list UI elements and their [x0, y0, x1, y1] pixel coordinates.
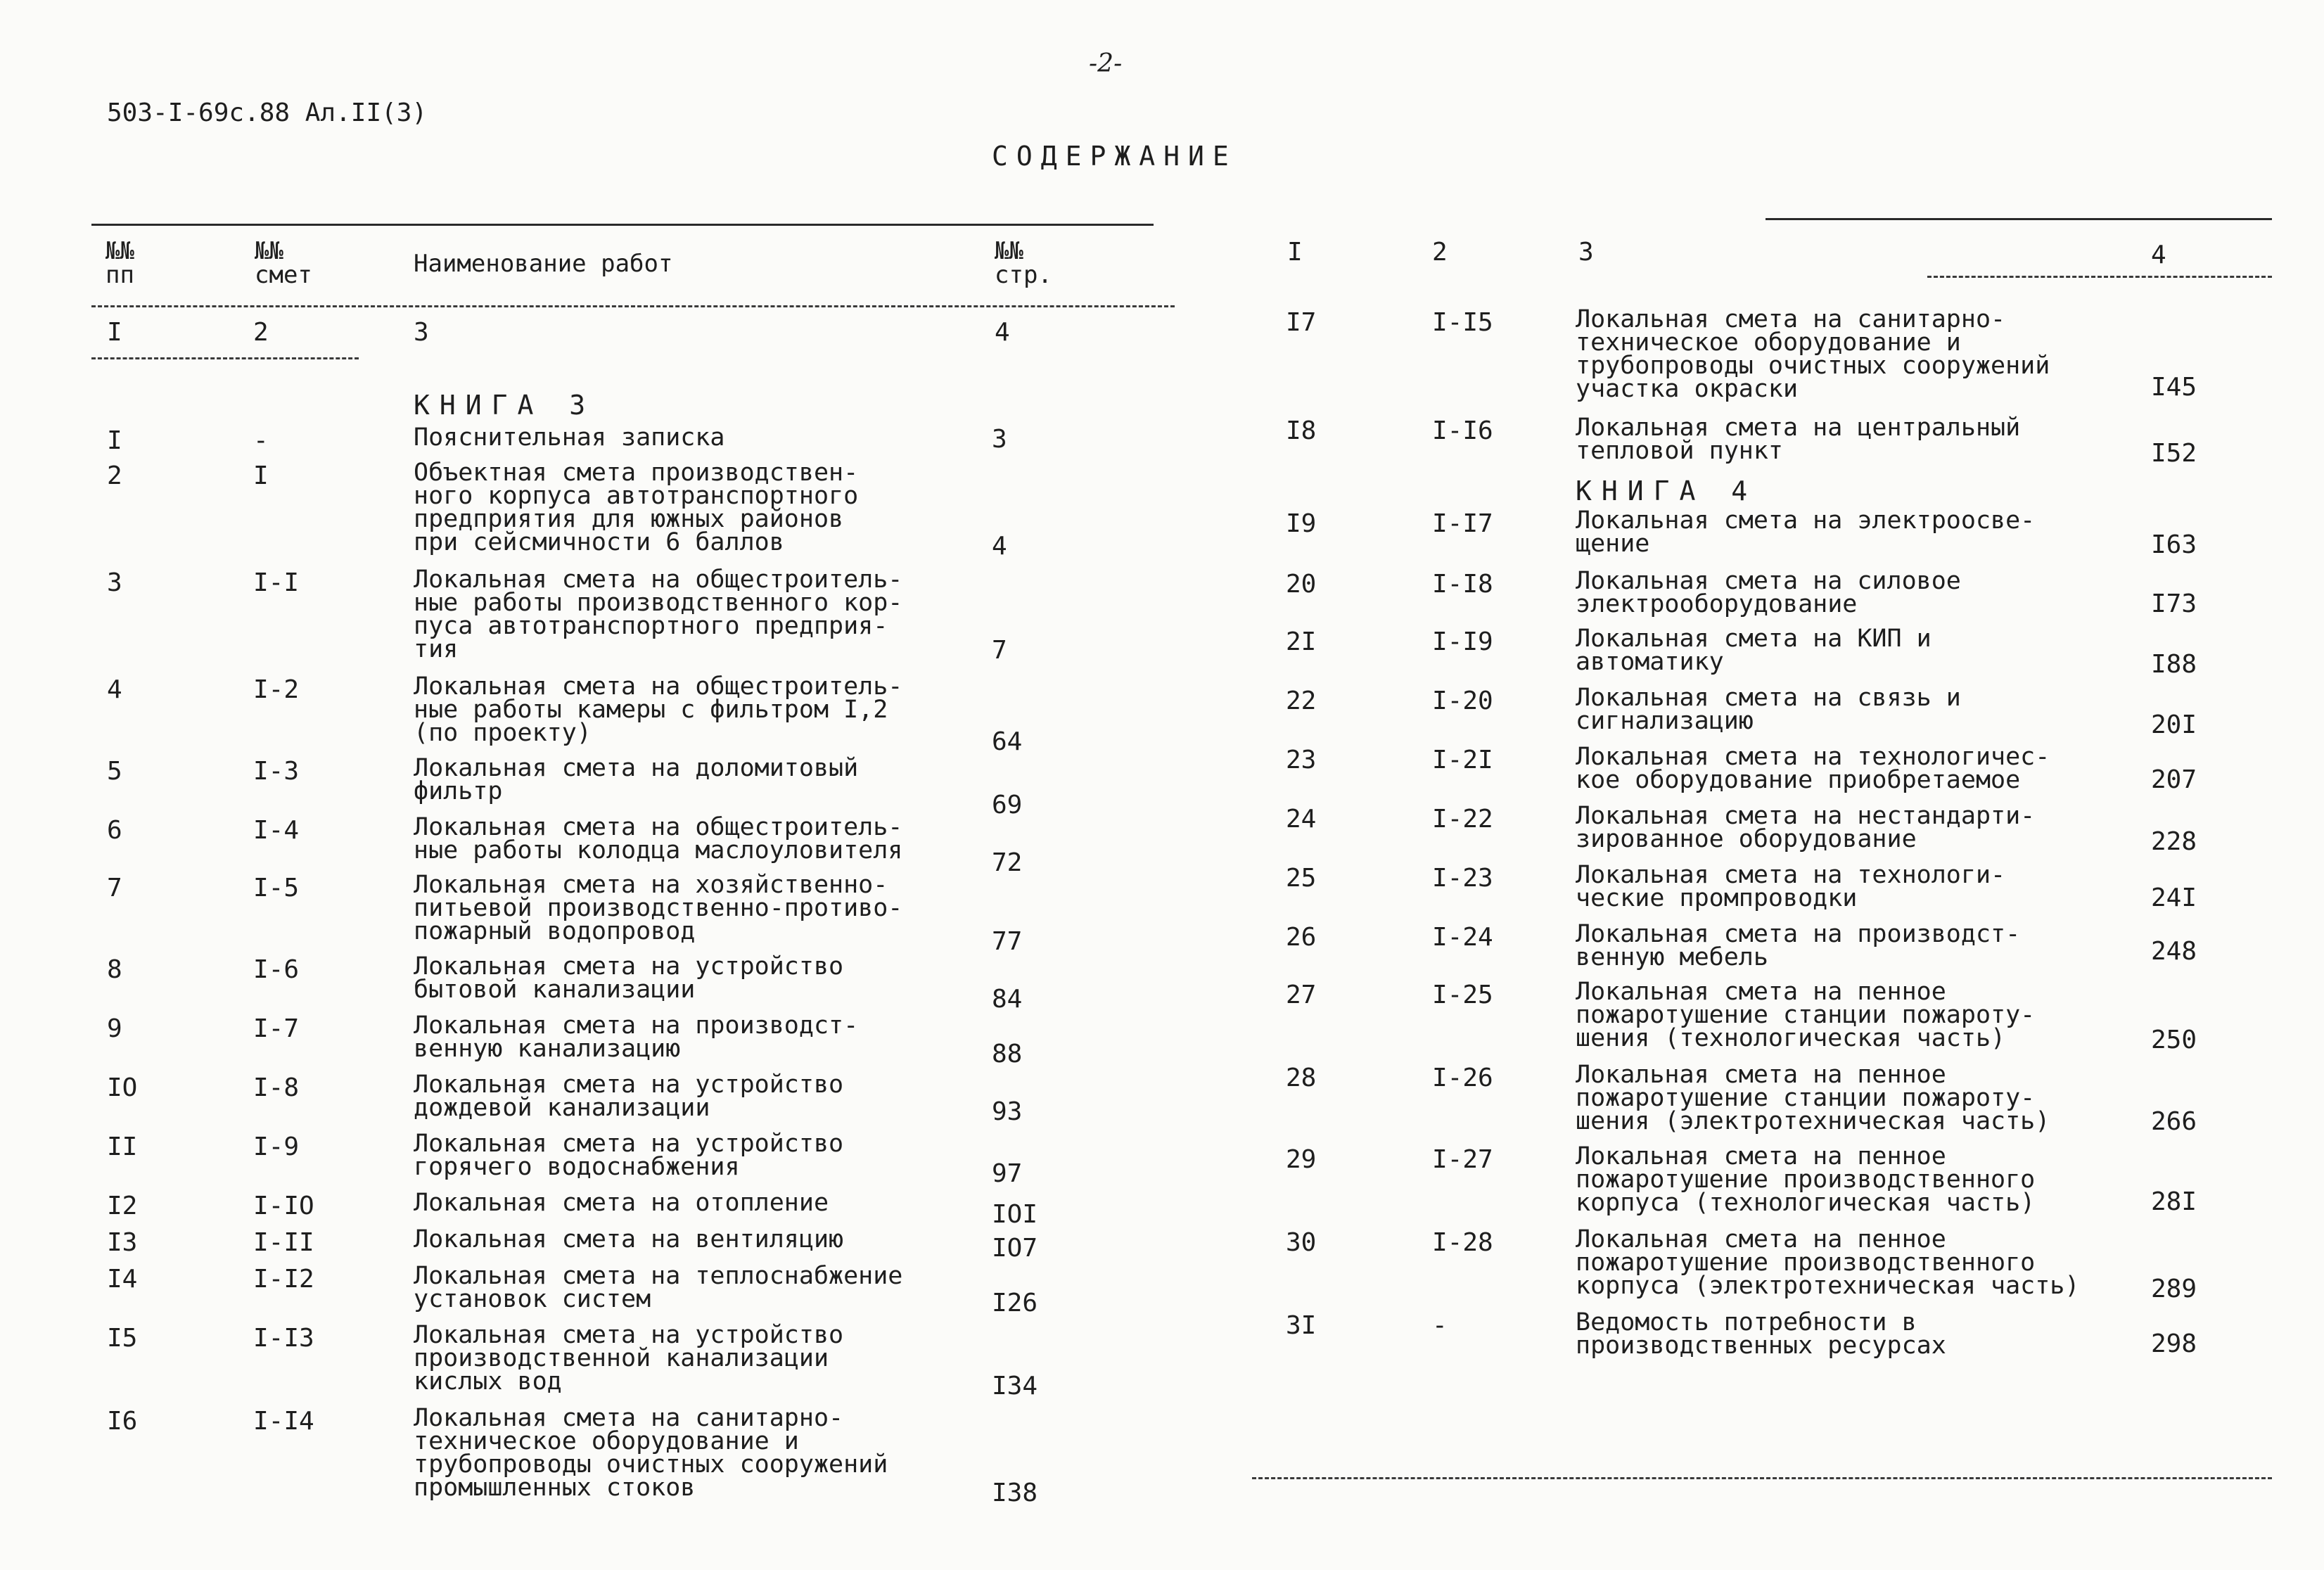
- right-row-estimate-number: I-2I: [1432, 746, 1493, 774]
- left-row-work-name: Локальная смета на доломитовый фильтр: [414, 754, 859, 805]
- right-row-page-number: 298: [2151, 1329, 2197, 1358]
- left-row-page-number: 3: [992, 425, 1007, 454]
- left-row-page-number: I34: [992, 1372, 1038, 1400]
- left-row-work-name: Объектная смета производствен- ного корпуса автотранспортного предприятия для южных районов при сейсмичности 6 баллов: [414, 459, 859, 556]
- right-row-estimate-number: I-27: [1432, 1145, 1493, 1174]
- left-row-estimate-number: I-IO: [253, 1192, 314, 1220]
- right-row-estimate-number: I-24: [1432, 923, 1493, 952]
- page-title: СОДЕРЖАНИЕ: [992, 141, 1237, 172]
- left-row-row-number: 4: [107, 675, 122, 704]
- left-row-estimate-number: I-II: [253, 1228, 314, 1257]
- left-row-row-number: I: [107, 426, 122, 455]
- left-row-row-number: 6: [107, 816, 122, 845]
- right-colnum-1: I: [1287, 238, 1303, 267]
- left-row-estimate-number: I-7: [253, 1014, 300, 1043]
- right-row-row-number: 29: [1286, 1145, 1317, 1174]
- right-row-estimate-number: I-20: [1432, 687, 1493, 715]
- right-row-work-name: Локальная смета на санитарно- техническое оборудование и трубопроводы очистных сооружений участка окраски: [1576, 305, 2050, 403]
- left-row-page-number: I38: [992, 1479, 1038, 1507]
- left-row-estimate-number: I-4: [253, 816, 300, 845]
- right-row-row-number: I8: [1286, 416, 1317, 445]
- left-row-work-name: Локальная смета на санитарно- техническое оборудование и трубопроводы очистных сооружений промышленных стоков: [414, 1404, 888, 1502]
- right-row-row-number: 30: [1286, 1228, 1317, 1257]
- right-row-page-number: 28I: [2151, 1187, 2197, 1216]
- right-row-row-number: 20: [1286, 570, 1317, 599]
- left-row-work-name: Локальная смета на общестроитель- ные работы камеры с фильтром I,2 (по проекту): [414, 672, 903, 747]
- left-row-row-number: IO: [107, 1073, 138, 1102]
- right-row-estimate-number: I-I8: [1432, 570, 1493, 599]
- right-row-work-name: Локальная смета на производст- венную мебель: [1576, 920, 2021, 971]
- right-row-page-number: I63: [2151, 530, 2197, 559]
- book-3-heading: КНИГА 3: [414, 390, 596, 421]
- right-colnum-3: 3: [1578, 238, 1594, 267]
- right-row-estimate-number: I-26: [1432, 1064, 1493, 1092]
- left-row-row-number: II: [107, 1132, 138, 1161]
- right-colnum-2: 2: [1432, 238, 1448, 267]
- left-row-page-number: 7: [992, 636, 1007, 665]
- left-row-estimate-number: I-2: [253, 675, 300, 704]
- left-row-row-number: I6: [107, 1407, 138, 1436]
- right-row-page-number: 20I: [2151, 710, 2197, 739]
- right-row-work-name: Локальная смета на силовое электрооборудование: [1576, 567, 1961, 618]
- right-row-work-name: Локальная смета на центральный тепловой пункт: [1576, 414, 2021, 465]
- right-row-page-number: 24I: [2151, 883, 2197, 912]
- right-row-row-number: 25: [1286, 864, 1317, 893]
- right-row-page-number: I52: [2151, 439, 2197, 468]
- page-number: -2-: [1089, 49, 1123, 78]
- left-row-row-number: 9: [107, 1014, 122, 1043]
- left-row-row-number: I3: [107, 1228, 138, 1257]
- right-row-page-number: 250: [2151, 1026, 2197, 1054]
- left-row-page-number: 72: [992, 848, 1023, 877]
- left-row-page-number: IO7: [992, 1234, 1038, 1263]
- right-row-estimate-number: I-I5: [1432, 308, 1493, 337]
- left-row-work-name: Локальная смета на устройство горячего водоснабжения: [414, 1130, 844, 1181]
- left-row-row-number: 3: [107, 568, 122, 597]
- left-row-page-number: 77: [992, 927, 1023, 956]
- right-row-estimate-number: I-23: [1432, 864, 1493, 893]
- left-row-work-name: Локальная смета на производст- венную канализацию: [414, 1011, 859, 1063]
- left-row-work-name: Локальная смета на устройство бытовой канализации: [414, 952, 844, 1004]
- left-row-estimate-number: I-I4: [253, 1407, 314, 1436]
- document-code: 503-I-69с.88 Ал.II(3): [107, 98, 428, 127]
- left-row-row-number: I2: [107, 1192, 138, 1220]
- right-row-work-name: Локальная смета на нестандарти- зированное оборудование: [1576, 802, 2036, 853]
- right-row-work-name: Локальная смета на электроосве- щение: [1576, 506, 2036, 558]
- left-colnum-2: 2: [253, 318, 269, 347]
- left-row-estimate-number: -: [253, 426, 269, 455]
- left-row-work-name: Локальная смета на теплоснабжение установок систем: [414, 1262, 903, 1313]
- left-row-page-number: IOI: [992, 1200, 1038, 1229]
- right-row-page-number: 289: [2151, 1275, 2197, 1303]
- right-row-row-number: 26: [1286, 923, 1317, 952]
- left-row-work-name: Локальная смета на отопление: [414, 1189, 829, 1217]
- left-row-estimate-number: I-I3: [253, 1324, 314, 1353]
- left-row-row-number: I4: [107, 1265, 138, 1294]
- right-row-page-number: 207: [2151, 765, 2197, 794]
- right-row-work-name: Локальная смета на связь и сигнализацию: [1576, 684, 1961, 735]
- left-row-work-name: Локальная смета на общестроитель- ные работы производственного кор- пуса автотранспортного предприя- тия: [414, 566, 903, 663]
- left-row-row-number: 2: [107, 461, 122, 490]
- right-row-estimate-number: -: [1432, 1311, 1448, 1340]
- left-row-estimate-number: I-I: [253, 568, 300, 597]
- left-row-page-number: 88: [992, 1040, 1023, 1068]
- left-header-page: №№ стр.: [995, 237, 1052, 289]
- right-row-page-number: 266: [2151, 1107, 2197, 1136]
- right-row-row-number: 27: [1286, 981, 1317, 1009]
- right-row-page-number: 228: [2151, 827, 2197, 856]
- left-row-estimate-number: I-8: [253, 1073, 300, 1102]
- right-colnum-4: 4: [2151, 241, 2166, 269]
- left-header-rule: [91, 305, 1175, 307]
- left-row-page-number: 69: [992, 791, 1023, 819]
- left-top-rule: [91, 224, 1154, 226]
- right-row-row-number: 23: [1286, 746, 1317, 774]
- right-row-estimate-number: I-28: [1432, 1228, 1493, 1257]
- right-row-work-name: Локальная смета на пенное пожаротушение производственного корпуса (технологическая часть): [1576, 1142, 2036, 1217]
- left-row-work-name: Локальная смета на вентиляцию: [414, 1225, 844, 1253]
- right-row-page-number: I45: [2151, 373, 2197, 402]
- right-row-work-name: Локальная смета на технологичес- кое оборудование приобретаемое: [1576, 743, 2050, 794]
- left-colnum-rule: [91, 357, 359, 359]
- left-row-estimate-number: I-5: [253, 874, 300, 902]
- right-row-page-number: 248: [2151, 937, 2197, 966]
- right-row-row-number: 24: [1286, 805, 1317, 834]
- left-row-row-number: 7: [107, 874, 122, 902]
- right-row-work-name: Локальная смета на пенное пожаротушение производственного корпуса (электротехническая часть): [1576, 1225, 2080, 1300]
- book-4-heading: КНИГА 4: [1576, 476, 1758, 506]
- bottom-rule: [1252, 1477, 2272, 1479]
- right-row-work-name: Ведомость потребности в производственных ресурсах: [1576, 1308, 1946, 1360]
- right-header-rule: [1927, 276, 2272, 278]
- left-colnum-3: 3: [414, 318, 429, 347]
- right-row-estimate-number: I-I9: [1432, 627, 1493, 656]
- right-row-row-number: I9: [1286, 509, 1317, 538]
- left-header-num: №№ пп: [106, 237, 134, 289]
- left-row-page-number: 97: [992, 1159, 1023, 1188]
- left-row-work-name: Локальная смета на устройство производственной канализации кислых вод: [414, 1321, 844, 1396]
- right-top-rule: [1766, 218, 2272, 220]
- left-header-estimate: №№ смет: [255, 237, 312, 289]
- left-row-page-number: 84: [992, 985, 1023, 1014]
- right-row-row-number: 22: [1286, 687, 1317, 715]
- right-row-row-number: 3I: [1286, 1311, 1317, 1340]
- left-row-estimate-number: I-I2: [253, 1265, 314, 1294]
- left-row-page-number: 64: [992, 727, 1023, 756]
- left-header-name: Наименование работ: [414, 250, 673, 278]
- right-row-row-number: 2I: [1286, 627, 1317, 656]
- right-row-page-number: I73: [2151, 589, 2197, 618]
- left-row-row-number: I5: [107, 1324, 138, 1353]
- left-row-page-number: 4: [992, 532, 1007, 561]
- left-row-page-number: 93: [992, 1097, 1023, 1126]
- left-row-estimate-number: I: [253, 461, 269, 490]
- left-colnum-1: I: [107, 318, 122, 347]
- left-row-work-name: Пояснительная записка: [414, 423, 725, 452]
- right-row-work-name: Локальная смета на пенное пожаротушение станции пожароту- шения (электротехническая часть): [1576, 1061, 2050, 1135]
- left-row-estimate-number: I-3: [253, 757, 300, 786]
- right-row-estimate-number: I-22: [1432, 805, 1493, 834]
- right-row-estimate-number: I-25: [1432, 981, 1493, 1009]
- left-row-work-name: Локальная смета на общестроитель- ные работы колодца маслоуловителя: [414, 813, 903, 864]
- left-row-estimate-number: I-9: [253, 1132, 300, 1161]
- right-row-work-name: Локальная смета на пенное пожаротушение станции пожароту- шения (технологическая часть): [1576, 978, 2036, 1052]
- left-row-page-number: I26: [992, 1289, 1038, 1317]
- right-row-estimate-number: I-I7: [1432, 509, 1493, 538]
- left-row-work-name: Локальная смета на хозяйственно- питьевой производственно-противо- пожарный водопровод: [414, 871, 903, 945]
- left-row-row-number: 8: [107, 955, 122, 984]
- left-colnum-4: 4: [995, 318, 1010, 347]
- right-row-estimate-number: I-I6: [1432, 416, 1493, 445]
- right-row-row-number: I7: [1286, 308, 1317, 337]
- right-row-work-name: Локальная смета на технологи- ческие промпроводки: [1576, 861, 2006, 912]
- right-row-work-name: Локальная смета на КИП и автоматику: [1576, 625, 1932, 676]
- right-row-page-number: I88: [2151, 650, 2197, 679]
- left-row-row-number: 5: [107, 757, 122, 786]
- left-row-work-name: Локальная смета на устройство дождевой канализации: [414, 1071, 844, 1122]
- right-row-row-number: 28: [1286, 1064, 1317, 1092]
- left-row-estimate-number: I-6: [253, 955, 300, 984]
